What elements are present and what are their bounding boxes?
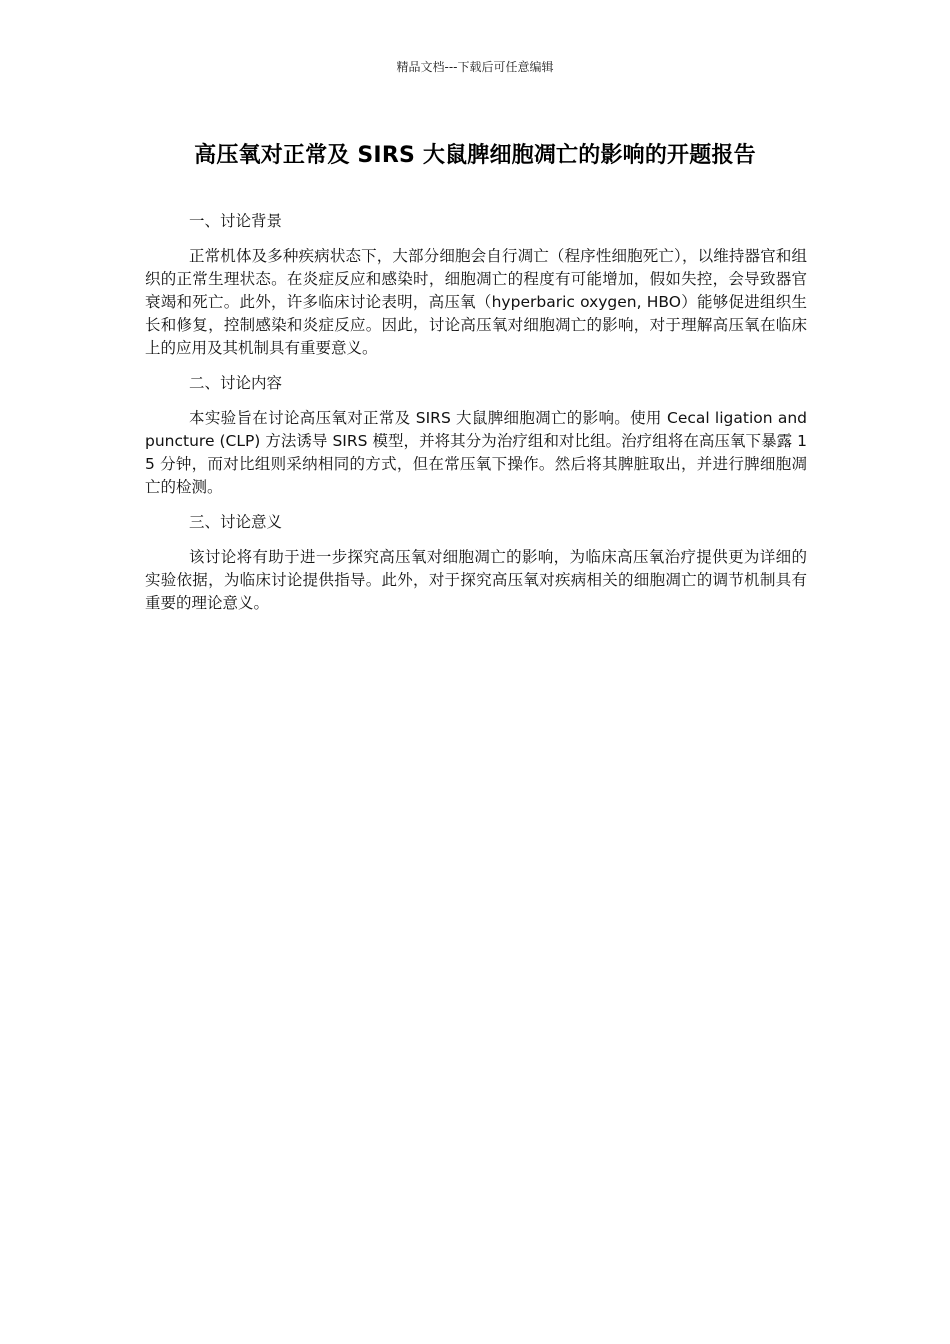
header-note: 精品文档---下载后可任意编辑 [396, 60, 554, 74]
section-body-background: 正常机体及多种疾病状态下，大部分细胞会自行凋亡（程序性细胞死亡），以维持器官和组织的正常生理状态。在炎症反应和感染时，细胞凋亡的程度有可能增加，假如失控，会导致器官衰竭和死亡。此外，许多临床讨论表明，高压氧（hyperbaric oxygen, HBO）能够促进组织生长和修复，控制感染和炎症反应。因此，讨论高压氧对细胞凋亡的影响，对于理解高压氧在临床上的应用及其机制具有重要意义。 [145, 247, 807, 357]
section-background [145, 210, 807, 360]
document-body [145, 210, 807, 627]
section-significance [145, 511, 807, 615]
section-heading-background: 一、讨论背景 [189, 212, 283, 230]
section-body-significance: 该讨论将有助于进一步探究高压氧对细胞凋亡的影响，为临床高压氧治疗提供更为详细的实验依据，为临床讨论提供指导。此外，对于探究高压氧对疾病相关的细胞凋亡的调节机制具有重要的理论意义。 [145, 548, 807, 612]
document-title: 高压氧对正常及 SIRS 大鼠脾细胞凋亡的影响的开题报告 [194, 143, 756, 168]
section-body-content: 本实验旨在讨论高压氧对正常及 SIRS 大鼠脾细胞凋亡的影响。使用 Cecal ligation and puncture (CLP) 方法诱导 SIRS 模型，并将其分为治疗组和对比组。治疗组将在高压氧下暴露 15 分钟，而对比组则采纳相同的方式，但在常压氧下操作。然后将其脾脏取出，并进行脾细胞凋亡的检测。 [145, 409, 807, 496]
section-heading-content: 二、讨论内容 [189, 374, 283, 392]
section-heading-significance: 三、讨论意义 [189, 513, 283, 531]
section-content [145, 372, 807, 499]
